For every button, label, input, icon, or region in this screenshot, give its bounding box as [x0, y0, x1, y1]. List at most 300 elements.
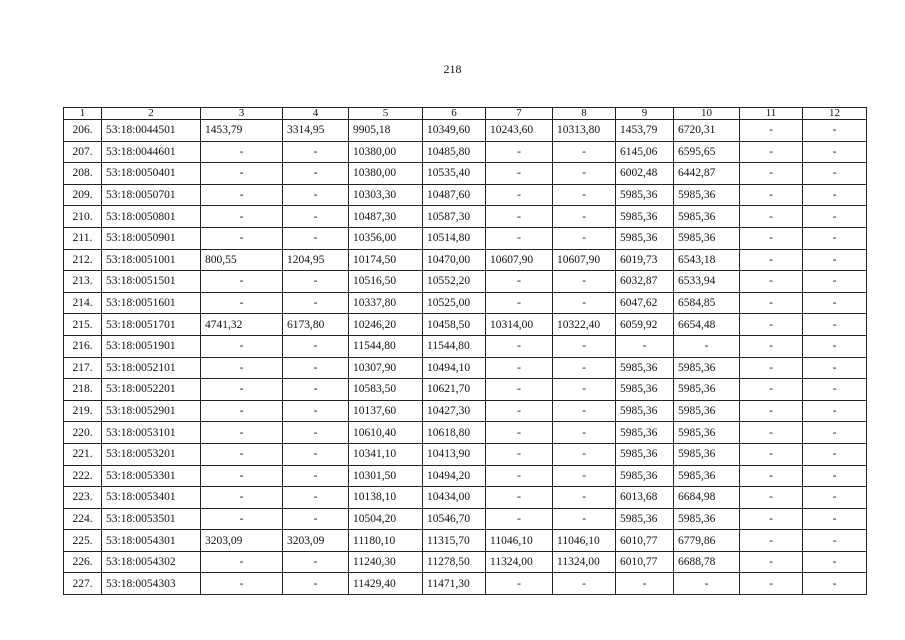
- value-cell: -: [283, 487, 349, 509]
- value-cell: -: [803, 292, 867, 314]
- value-cell: 5985,36: [674, 508, 740, 530]
- value-cell: 10514,80: [423, 227, 486, 249]
- value-cell: -: [740, 573, 803, 595]
- table-row: [64, 314, 867, 336]
- cadastral-number-cell: 53:18:0053301: [102, 465, 201, 487]
- value-cell: 11324,00: [553, 551, 616, 573]
- value-cell: -: [803, 120, 867, 142]
- value-cell: -: [201, 141, 283, 163]
- value-cell: -: [740, 335, 803, 357]
- value-cell: 11429,40: [349, 573, 423, 595]
- value-cell: 10583,50: [349, 379, 423, 401]
- value-cell: -: [803, 530, 867, 552]
- value-cell: 10487,60: [423, 184, 486, 206]
- value-cell: -: [486, 443, 553, 465]
- column-header: 12: [803, 108, 867, 120]
- cadastral-number-cell: 53:18:0054302: [102, 551, 201, 573]
- table-row: [64, 400, 867, 422]
- column-header: 2: [102, 108, 201, 120]
- value-cell: -: [553, 141, 616, 163]
- row-number-cell: 217.: [64, 357, 102, 379]
- value-cell: -: [201, 422, 283, 444]
- value-cell: 10458,50: [423, 314, 486, 336]
- value-cell: -: [740, 422, 803, 444]
- value-cell: -: [283, 335, 349, 357]
- value-cell: -: [283, 379, 349, 401]
- value-cell: 10485,80: [423, 141, 486, 163]
- value-cell: 10552,20: [423, 271, 486, 293]
- value-cell: 5985,36: [674, 184, 740, 206]
- value-cell: -: [553, 184, 616, 206]
- value-cell: -: [803, 551, 867, 573]
- row-number-cell: 216.: [64, 335, 102, 357]
- value-cell: -: [740, 400, 803, 422]
- header-row: [64, 108, 867, 120]
- value-cell: -: [283, 141, 349, 163]
- table-row: [64, 120, 867, 142]
- table-row: [64, 530, 867, 552]
- value-cell: 10504,20: [349, 508, 423, 530]
- row-number-cell: 222.: [64, 465, 102, 487]
- value-cell: -: [740, 249, 803, 271]
- value-cell: -: [740, 120, 803, 142]
- value-cell: -: [201, 335, 283, 357]
- value-cell: 10380,00: [349, 163, 423, 185]
- value-cell: 1453,79: [201, 120, 283, 142]
- value-cell: 10341,10: [349, 443, 423, 465]
- value-cell: 10337,80: [349, 292, 423, 314]
- value-cell: -: [803, 227, 867, 249]
- value-cell: -: [553, 443, 616, 465]
- value-cell: 10303,30: [349, 184, 423, 206]
- value-cell: 5985,36: [674, 422, 740, 444]
- value-cell: 6543,18: [674, 249, 740, 271]
- row-number-cell: 218.: [64, 379, 102, 401]
- cadastral-number-cell: 53:18:0051001: [102, 249, 201, 271]
- value-cell: -: [201, 227, 283, 249]
- value-cell: 5985,36: [616, 443, 674, 465]
- value-cell: -: [740, 184, 803, 206]
- cadastral-number-cell: 53:18:0051901: [102, 335, 201, 357]
- table-row: [64, 249, 867, 271]
- value-cell: -: [283, 422, 349, 444]
- value-cell: -: [283, 292, 349, 314]
- row-number-cell: 215.: [64, 314, 102, 336]
- cadastral-number-cell: 53:18:0054301: [102, 530, 201, 552]
- table-row: [64, 551, 867, 573]
- value-cell: -: [553, 379, 616, 401]
- value-cell: 10243,60: [486, 120, 553, 142]
- value-cell: -: [740, 487, 803, 509]
- row-number-cell: 227.: [64, 573, 102, 595]
- value-cell: 10607,90: [553, 249, 616, 271]
- value-cell: 6032,87: [616, 271, 674, 293]
- value-cell: -: [803, 357, 867, 379]
- value-cell: 6720,31: [674, 120, 740, 142]
- value-cell: 10349,60: [423, 120, 486, 142]
- value-cell: -: [486, 422, 553, 444]
- table-row: [64, 141, 867, 163]
- value-cell: -: [553, 271, 616, 293]
- value-cell: 10356,00: [349, 227, 423, 249]
- table-row: [64, 487, 867, 509]
- value-cell: 10618,80: [423, 422, 486, 444]
- table-row: [64, 443, 867, 465]
- column-header: 10: [674, 108, 740, 120]
- value-cell: 5985,36: [616, 465, 674, 487]
- value-cell: 10470,00: [423, 249, 486, 271]
- value-cell: 5985,36: [616, 422, 674, 444]
- table-row: [64, 335, 867, 357]
- value-cell: 5985,36: [616, 184, 674, 206]
- row-number-cell: 208.: [64, 163, 102, 185]
- value-cell: -: [283, 227, 349, 249]
- cadastral-number-cell: 53:18:0053501: [102, 508, 201, 530]
- value-cell: 10427,30: [423, 400, 486, 422]
- cadastral-number-cell: 53:18:0052201: [102, 379, 201, 401]
- value-cell: -: [803, 400, 867, 422]
- value-cell: -: [553, 227, 616, 249]
- cadastral-number-cell: 53:18:0051701: [102, 314, 201, 336]
- value-cell: 11471,30: [423, 573, 486, 595]
- value-cell: -: [283, 551, 349, 573]
- value-cell: -: [201, 400, 283, 422]
- value-cell: 6688,78: [674, 551, 740, 573]
- value-cell: -: [201, 379, 283, 401]
- value-cell: -: [553, 487, 616, 509]
- value-cell: 6002,48: [616, 163, 674, 185]
- value-cell: -: [486, 206, 553, 228]
- value-cell: 6779,86: [674, 530, 740, 552]
- value-cell: 10434,00: [423, 487, 486, 509]
- row-number-cell: 224.: [64, 508, 102, 530]
- value-cell: 5985,36: [674, 443, 740, 465]
- column-header: 11: [740, 108, 803, 120]
- value-cell: 11278,50: [423, 551, 486, 573]
- value-cell: -: [486, 271, 553, 293]
- table-row: [64, 357, 867, 379]
- row-number-cell: 213.: [64, 271, 102, 293]
- cadastral-number-cell: 53:18:0052901: [102, 400, 201, 422]
- value-cell: -: [553, 400, 616, 422]
- column-header: 4: [283, 108, 349, 120]
- value-cell: 6010,77: [616, 530, 674, 552]
- value-cell: 11544,80: [423, 335, 486, 357]
- value-cell: -: [803, 422, 867, 444]
- value-cell: -: [283, 184, 349, 206]
- value-cell: 11046,10: [553, 530, 616, 552]
- value-cell: -: [740, 227, 803, 249]
- cadastral-number-cell: 53:18:0052101: [102, 357, 201, 379]
- value-cell: -: [201, 465, 283, 487]
- value-cell: 5985,36: [616, 508, 674, 530]
- value-cell: 10138,10: [349, 487, 423, 509]
- cadastral-number-cell: 53:18:0050901: [102, 227, 201, 249]
- cadastral-number-cell: 53:18:0053401: [102, 487, 201, 509]
- row-number-cell: 220.: [64, 422, 102, 444]
- value-cell: -: [486, 487, 553, 509]
- value-cell: 6145,06: [616, 141, 674, 163]
- row-number-cell: 212.: [64, 249, 102, 271]
- table-row: [64, 379, 867, 401]
- value-cell: -: [803, 335, 867, 357]
- value-cell: 6442,87: [674, 163, 740, 185]
- value-cell: -: [201, 573, 283, 595]
- page-number: 218: [443, 62, 462, 76]
- value-cell: 10487,30: [349, 206, 423, 228]
- value-cell: -: [201, 508, 283, 530]
- value-cell: -: [803, 184, 867, 206]
- value-cell: 5985,36: [616, 206, 674, 228]
- table-row: [64, 163, 867, 185]
- value-cell: 3203,09: [283, 530, 349, 552]
- value-cell: -: [201, 206, 283, 228]
- value-cell: -: [283, 357, 349, 379]
- value-cell: -: [803, 465, 867, 487]
- row-number-cell: 223.: [64, 487, 102, 509]
- cadastral-number-cell: 53:18:0050401: [102, 163, 201, 185]
- value-cell: -: [740, 141, 803, 163]
- value-cell: 10525,00: [423, 292, 486, 314]
- value-cell: 10535,40: [423, 163, 486, 185]
- value-cell: -: [803, 508, 867, 530]
- value-cell: 10494,20: [423, 465, 486, 487]
- value-cell: 10494,10: [423, 357, 486, 379]
- value-cell: -: [486, 292, 553, 314]
- value-cell: -: [674, 335, 740, 357]
- value-cell: 11240,30: [349, 551, 423, 573]
- cadastral-number-cell: 53:18:0054303: [102, 573, 201, 595]
- row-number-cell: 209.: [64, 184, 102, 206]
- table-row: [64, 465, 867, 487]
- value-cell: -: [616, 573, 674, 595]
- value-cell: -: [803, 163, 867, 185]
- value-cell: 5985,36: [674, 379, 740, 401]
- column-header: 5: [349, 108, 423, 120]
- value-cell: -: [740, 530, 803, 552]
- value-cell: 6684,98: [674, 487, 740, 509]
- value-cell: -: [803, 573, 867, 595]
- value-cell: 10314,00: [486, 314, 553, 336]
- table-row: [64, 227, 867, 249]
- value-cell: 5985,36: [674, 357, 740, 379]
- data-table: [63, 107, 867, 595]
- value-cell: -: [486, 379, 553, 401]
- value-cell: 5985,36: [616, 227, 674, 249]
- value-cell: -: [553, 573, 616, 595]
- value-cell: -: [201, 271, 283, 293]
- column-header: 6: [423, 108, 486, 120]
- value-cell: 4741,32: [201, 314, 283, 336]
- value-cell: 11544,80: [349, 335, 423, 357]
- value-cell: 10546,70: [423, 508, 486, 530]
- row-number-cell: 226.: [64, 551, 102, 573]
- value-cell: -: [486, 508, 553, 530]
- value-cell: -: [740, 508, 803, 530]
- table-row: [64, 508, 867, 530]
- value-cell: 11180,10: [349, 530, 423, 552]
- cadastral-number-cell: 53:18:0050801: [102, 206, 201, 228]
- value-cell: 6010,77: [616, 551, 674, 573]
- cadastral-number-cell: 53:18:0053201: [102, 443, 201, 465]
- row-number-cell: 211.: [64, 227, 102, 249]
- value-cell: -: [553, 422, 616, 444]
- value-cell: 10413,90: [423, 443, 486, 465]
- cadastral-number-cell: 53:18:0051501: [102, 271, 201, 293]
- value-cell: 10301,50: [349, 465, 423, 487]
- value-cell: 10313,80: [553, 120, 616, 142]
- value-cell: -: [740, 465, 803, 487]
- value-cell: 10587,30: [423, 206, 486, 228]
- row-number-cell: 214.: [64, 292, 102, 314]
- value-cell: 10174,50: [349, 249, 423, 271]
- cadastral-number-cell: 53:18:0050701: [102, 184, 201, 206]
- value-cell: 6654,48: [674, 314, 740, 336]
- column-header: 1: [64, 108, 102, 120]
- value-cell: -: [553, 508, 616, 530]
- value-cell: -: [486, 357, 553, 379]
- value-cell: 10307,90: [349, 357, 423, 379]
- value-cell: -: [553, 465, 616, 487]
- value-cell: -: [201, 184, 283, 206]
- value-cell: 6533,94: [674, 271, 740, 293]
- row-number-cell: 206.: [64, 120, 102, 142]
- value-cell: 10380,00: [349, 141, 423, 163]
- value-cell: 1453,79: [616, 120, 674, 142]
- value-cell: 3314,95: [283, 120, 349, 142]
- value-cell: 10322,40: [553, 314, 616, 336]
- row-number-cell: 219.: [64, 400, 102, 422]
- value-cell: -: [740, 292, 803, 314]
- value-cell: -: [201, 292, 283, 314]
- value-cell: 6013,68: [616, 487, 674, 509]
- value-cell: -: [283, 465, 349, 487]
- cadastral-number-cell: 53:18:0044601: [102, 141, 201, 163]
- value-cell: 5985,36: [616, 379, 674, 401]
- value-cell: -: [553, 357, 616, 379]
- value-cell: -: [486, 335, 553, 357]
- value-cell: -: [803, 314, 867, 336]
- value-cell: -: [486, 184, 553, 206]
- table-row: [64, 184, 867, 206]
- row-number-cell: 221.: [64, 443, 102, 465]
- value-cell: 10610,40: [349, 422, 423, 444]
- value-cell: -: [201, 357, 283, 379]
- cadastral-number-cell: 53:18:0051601: [102, 292, 201, 314]
- value-cell: -: [553, 335, 616, 357]
- column-header: 9: [616, 108, 674, 120]
- value-cell: -: [740, 357, 803, 379]
- column-header: 8: [553, 108, 616, 120]
- value-cell: -: [616, 335, 674, 357]
- value-cell: -: [486, 400, 553, 422]
- value-cell: 5985,36: [616, 357, 674, 379]
- value-cell: 11324,00: [486, 551, 553, 573]
- table-row: [64, 271, 867, 293]
- value-cell: -: [283, 400, 349, 422]
- value-cell: -: [486, 163, 553, 185]
- value-cell: -: [283, 206, 349, 228]
- table-row: [64, 573, 867, 595]
- value-cell: 5985,36: [674, 227, 740, 249]
- table-row: [64, 422, 867, 444]
- value-cell: 5985,36: [616, 400, 674, 422]
- row-number-cell: 210.: [64, 206, 102, 228]
- value-cell: -: [803, 141, 867, 163]
- value-cell: -: [283, 271, 349, 293]
- value-cell: -: [740, 271, 803, 293]
- value-cell: -: [740, 314, 803, 336]
- value-cell: 6059,92: [616, 314, 674, 336]
- value-cell: -: [201, 443, 283, 465]
- value-cell: 6595,65: [674, 141, 740, 163]
- value-cell: 10516,50: [349, 271, 423, 293]
- table-row: [64, 292, 867, 314]
- value-cell: 6584,85: [674, 292, 740, 314]
- value-cell: 11315,70: [423, 530, 486, 552]
- value-cell: 5985,36: [674, 400, 740, 422]
- value-cell: -: [740, 551, 803, 573]
- value-cell: 3203,09: [201, 530, 283, 552]
- value-cell: 5985,36: [674, 465, 740, 487]
- value-cell: -: [740, 443, 803, 465]
- value-cell: -: [486, 573, 553, 595]
- value-cell: 10607,90: [486, 249, 553, 271]
- row-number-cell: 207.: [64, 141, 102, 163]
- value-cell: -: [486, 227, 553, 249]
- value-cell: 6047,62: [616, 292, 674, 314]
- value-cell: -: [674, 573, 740, 595]
- value-cell: 10137,60: [349, 400, 423, 422]
- value-cell: -: [803, 206, 867, 228]
- cadastral-number-cell: 53:18:0044501: [102, 120, 201, 142]
- row-number-cell: 225.: [64, 530, 102, 552]
- value-cell: 800,55: [201, 249, 283, 271]
- value-cell: -: [201, 487, 283, 509]
- value-cell: -: [803, 443, 867, 465]
- value-cell: -: [283, 163, 349, 185]
- value-cell: -: [803, 271, 867, 293]
- value-cell: -: [283, 508, 349, 530]
- value-cell: -: [283, 573, 349, 595]
- value-cell: -: [803, 249, 867, 271]
- value-cell: -: [553, 206, 616, 228]
- value-cell: -: [553, 163, 616, 185]
- value-cell: 6019,73: [616, 249, 674, 271]
- value-cell: -: [486, 465, 553, 487]
- column-header: 3: [201, 108, 283, 120]
- value-cell: -: [740, 206, 803, 228]
- value-cell: 11046,10: [486, 530, 553, 552]
- column-header: 7: [486, 108, 553, 120]
- value-cell: -: [803, 487, 867, 509]
- cadastral-number-cell: 53:18:0053101: [102, 422, 201, 444]
- value-cell: 10621,70: [423, 379, 486, 401]
- value-cell: 1204,95: [283, 249, 349, 271]
- table-row: [64, 206, 867, 228]
- value-cell: -: [201, 163, 283, 185]
- value-cell: -: [803, 379, 867, 401]
- value-cell: -: [486, 141, 553, 163]
- value-cell: -: [553, 292, 616, 314]
- value-cell: 9905,18: [349, 120, 423, 142]
- value-cell: -: [740, 163, 803, 185]
- value-cell: 6173,80: [283, 314, 349, 336]
- value-cell: -: [201, 551, 283, 573]
- value-cell: -: [283, 443, 349, 465]
- value-cell: 10246,20: [349, 314, 423, 336]
- value-cell: 5985,36: [674, 206, 740, 228]
